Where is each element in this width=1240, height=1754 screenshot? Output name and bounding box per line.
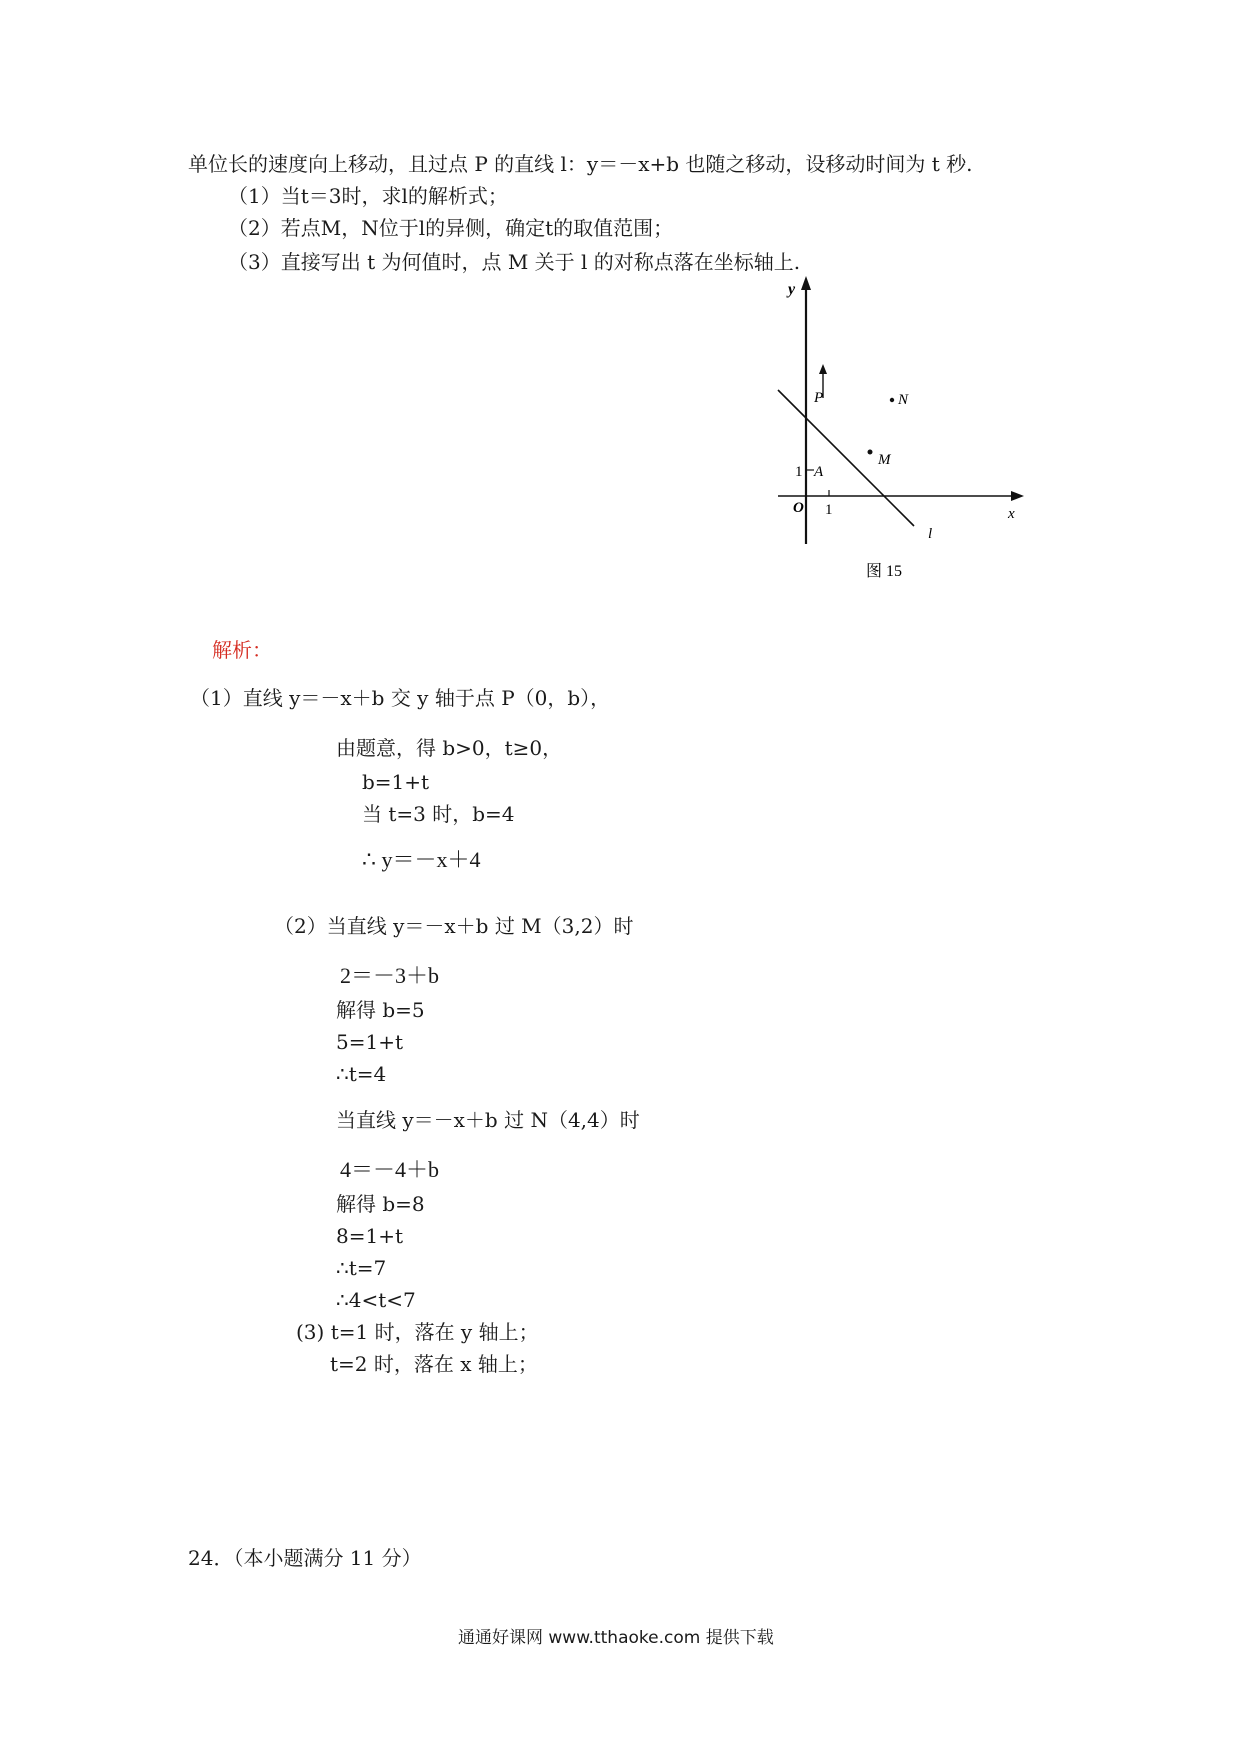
solution-1-d: ∴ y＝－x＋4 (362, 847, 481, 872)
question-3: （3）直接写出 t 为何值时，点 M 关于 l 的对称点落在坐标轴上. (228, 250, 801, 274)
solution-1-c: 当 t=3 时，b=4 (362, 802, 515, 826)
y-label: y (788, 281, 796, 298)
solution-2: （2）当直线 y＝－x＋b 过 M（3,2）时 (274, 914, 634, 938)
y-one-label: 1 (795, 464, 803, 480)
point-m (868, 450, 873, 455)
figure-caption: 图 15 (866, 563, 903, 580)
solution-1: （1）直线 y＝－x＋b 交 y 轴于点 P（0，b）， (190, 686, 611, 710)
up-arrow-head (819, 364, 827, 374)
solution-2-e: 当直线 y＝－x＋b 过 N（4,4）时 (336, 1108, 640, 1132)
solution-2-i: ∴t=7 (336, 1256, 387, 1280)
coordinate-figure (768, 274, 1032, 594)
solution-2-a: 2＝－3＋b (340, 963, 440, 988)
question-1: （1）当t＝3时，求l的解析式； (228, 184, 508, 208)
solution-3-a: (3) t=1 时，落在 y 轴上； (296, 1320, 539, 1344)
y-axis-arrow (801, 276, 811, 290)
l-label: l (928, 526, 933, 542)
solution-2-h: 8=1+t (336, 1224, 404, 1248)
solution-2-g: 解得 b=8 (336, 1192, 425, 1216)
x-axis-arrow (1011, 491, 1024, 501)
n-label: N (898, 392, 909, 408)
solution-2-d: ∴t=4 (336, 1062, 387, 1086)
page-footer: 通通好课网 www.tthaoke.com 提供下载 (458, 1628, 774, 1648)
solution-2-f: 4＝－4＋b (340, 1157, 440, 1182)
p-label: P (814, 390, 824, 406)
question-2: （2）若点M，N位于l的异侧，确定t的取值范围； (228, 216, 674, 240)
solution-2-b: 解得 b=5 (336, 998, 425, 1022)
solution-2-c: 5=1+t (336, 1030, 404, 1054)
solution-1-a: 由题意，得 b>0，t≥0， (336, 736, 563, 760)
solution-2-j: ∴4<t<7 (336, 1288, 416, 1312)
point-n (890, 398, 894, 402)
solution-3-b: t=2 时，落在 x 轴上； (330, 1352, 538, 1376)
m-label: M (878, 452, 891, 468)
origin-label: O (793, 500, 804, 516)
solution-heading: 解析： (212, 638, 272, 662)
x-one-label: 1 (825, 502, 833, 518)
problem-intro: 单位长的速度向上移动，且过点 P 的直线 l：y＝－x+b 也随之移动，设移动时间为 t 秒. (188, 152, 973, 176)
next-question-heading: 24．（本小题满分 11 分） (188, 1546, 422, 1570)
solution-1-b: b=1+t (362, 770, 430, 794)
x-label: x (1008, 506, 1015, 522)
a-label: A (814, 464, 824, 480)
